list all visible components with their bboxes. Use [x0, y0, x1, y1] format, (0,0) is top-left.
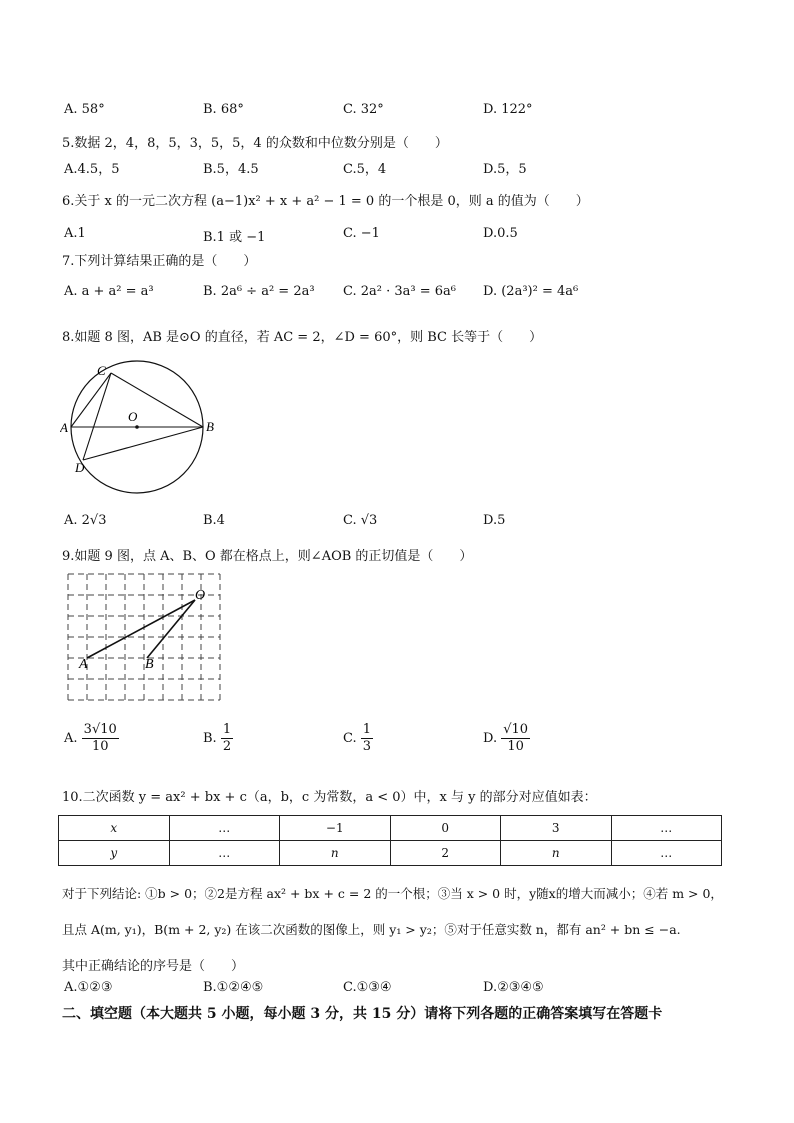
q9-c-fraction — [361, 722, 373, 755]
q6-option-b: B.1 或 −1 — [203, 230, 266, 245]
label-a: A — [60, 420, 68, 435]
q6-stem: 6.关于 x 的一元二次方程 (a−1)x² + x + a² − 1 = 0 的一个根是 0，则 a 的值为（ ） — [62, 194, 589, 209]
q9-c-den: 3 — [362, 739, 372, 754]
q9-c-prefix: C. — [343, 731, 357, 746]
q4-option-b: B. 68° — [203, 102, 244, 117]
q6-option-c: C. −1 — [343, 226, 380, 241]
q9-option-b — [203, 722, 233, 755]
table-cell: x — [59, 816, 170, 841]
table-cell: … — [611, 816, 722, 841]
label-b: B — [206, 419, 214, 434]
q9-b-prefix: B. — [203, 731, 217, 746]
segment-bo — [147, 600, 195, 658]
q5-option-d: D.5，5 — [483, 162, 527, 177]
q8-option-b: B.4 — [203, 513, 225, 528]
q10-option-b: B.①②④⑤ — [203, 980, 264, 995]
label-a: A — [79, 657, 88, 672]
segment-ao — [87, 600, 195, 658]
q9-stem: 9.如题 9 图，点 A、B、O 都在格点上，则∠AOB 的正切值是（ ） — [62, 549, 473, 564]
q9-figure — [64, 572, 226, 704]
q9-b-fraction — [221, 722, 233, 755]
table-cell: 0 — [390, 816, 501, 841]
q9-option-c — [343, 722, 373, 755]
label-o: O — [128, 409, 138, 424]
label-d: D — [75, 460, 85, 475]
q4-option-d: D. 122° — [483, 102, 533, 117]
table-cell: n — [501, 841, 612, 866]
q9-option-a — [64, 722, 119, 755]
q9-a-fraction — [82, 722, 119, 755]
q9-b-den: 2 — [222, 739, 232, 754]
q9-a-den: 10 — [91, 739, 109, 754]
q7-option-b: B. 2a⁶ ÷ a² = 2a³ — [203, 284, 315, 299]
segment-cd — [83, 373, 111, 460]
q10-option-a: A.①②③ — [64, 980, 113, 995]
table-cell: n — [280, 841, 391, 866]
table-row — [59, 841, 722, 866]
q10-conclusions-line2: 且点 A(m, y₁)，B(m + 2, y₂) 在该二次函数的图像上，则 y₁ > y₂；⑤对于任意实数 n，都有 an² + bn ≤ −a. — [62, 922, 681, 937]
q8-stem: 8.如题 8 图，AB 是⊙O 的直径，若 AC = 2，∠D = 60°，则 BC 长等于（ ） — [62, 330, 543, 345]
q10-option-d: D.②③④⑤ — [483, 980, 544, 995]
q4-option-c: C. 32° — [343, 102, 384, 117]
table-cell: … — [169, 816, 280, 841]
q7-option-d: D. (2a³)² = 4a⁶ — [483, 284, 579, 299]
q8-option-a: A. 2√3 — [64, 513, 107, 528]
q10-stem: 10.二次函数 y = ax² + bx + c（a，b，c 为常数，a < 0）中，x 与 y 的部分对应值如表： — [62, 790, 597, 805]
label-o: O — [195, 588, 206, 603]
q9-option-d — [483, 722, 530, 755]
q9-d-den: 10 — [507, 739, 524, 754]
table-cell: 3 — [501, 816, 612, 841]
segment-cb — [111, 373, 203, 427]
q5-option-a: A.4.5，5 — [64, 162, 120, 177]
label-c: C — [97, 363, 106, 378]
q5-stem: 5.数据 2，4，8，5，3，5，5，4 的众数和中位数分别是（ ） — [62, 136, 448, 151]
q8-figure — [60, 360, 230, 500]
value-table — [58, 815, 722, 866]
q9-a-num: 3√10 — [83, 722, 117, 737]
q6-option-a: A.1 — [64, 226, 86, 241]
table-cell: … — [169, 841, 280, 866]
q7-option-c: C. 2a² · 3a³ = 6a⁶ — [343, 284, 457, 299]
label-b: B — [145, 657, 154, 672]
q5-option-b: B.5，4.5 — [203, 162, 259, 177]
q7-option-a: A. a + a² = a³ — [64, 284, 154, 299]
q5-option-c: C.5，4 — [343, 162, 387, 177]
q9-d-fraction — [501, 722, 530, 755]
center-point — [135, 425, 139, 429]
q10-question: 其中正确结论的序号是（ ） — [62, 959, 245, 974]
q7-stem: 7.下列计算结果正确的是（ ） — [62, 254, 257, 269]
q9-c-num: 1 — [362, 722, 372, 737]
table-cell: −1 — [280, 816, 391, 841]
q9-a-prefix: A. — [64, 731, 78, 746]
q8-option-c: C. √3 — [343, 513, 378, 528]
table-cell: y — [59, 841, 170, 866]
q10-conclusions-line1: 对于下列结论: ①b > 0；②2是方程 ax² + bx + c = 2 的一个根；③当 x > 0 时，y随x的增大而减小；④若 m > 0， — [62, 886, 723, 901]
table-cell: 2 — [390, 841, 501, 866]
q8-option-d: D.5 — [483, 513, 506, 528]
table-row — [59, 816, 722, 841]
q9-d-prefix: D. — [483, 731, 498, 746]
q10-option-c: C.①③④ — [343, 980, 392, 995]
section-2-heading: 二、填空题（本大题共 5 小题，每小题 3 分，共 15 分）请将下列各题的正确答案填写在答题卡 — [62, 1006, 663, 1022]
q6-option-d: D.0.5 — [483, 226, 518, 241]
table-cell: … — [611, 841, 722, 866]
segment-db — [83, 427, 203, 460]
q9-d-num: √10 — [503, 722, 529, 737]
q9-b-num: 1 — [222, 722, 232, 737]
q4-option-a: A. 58° — [64, 102, 105, 117]
